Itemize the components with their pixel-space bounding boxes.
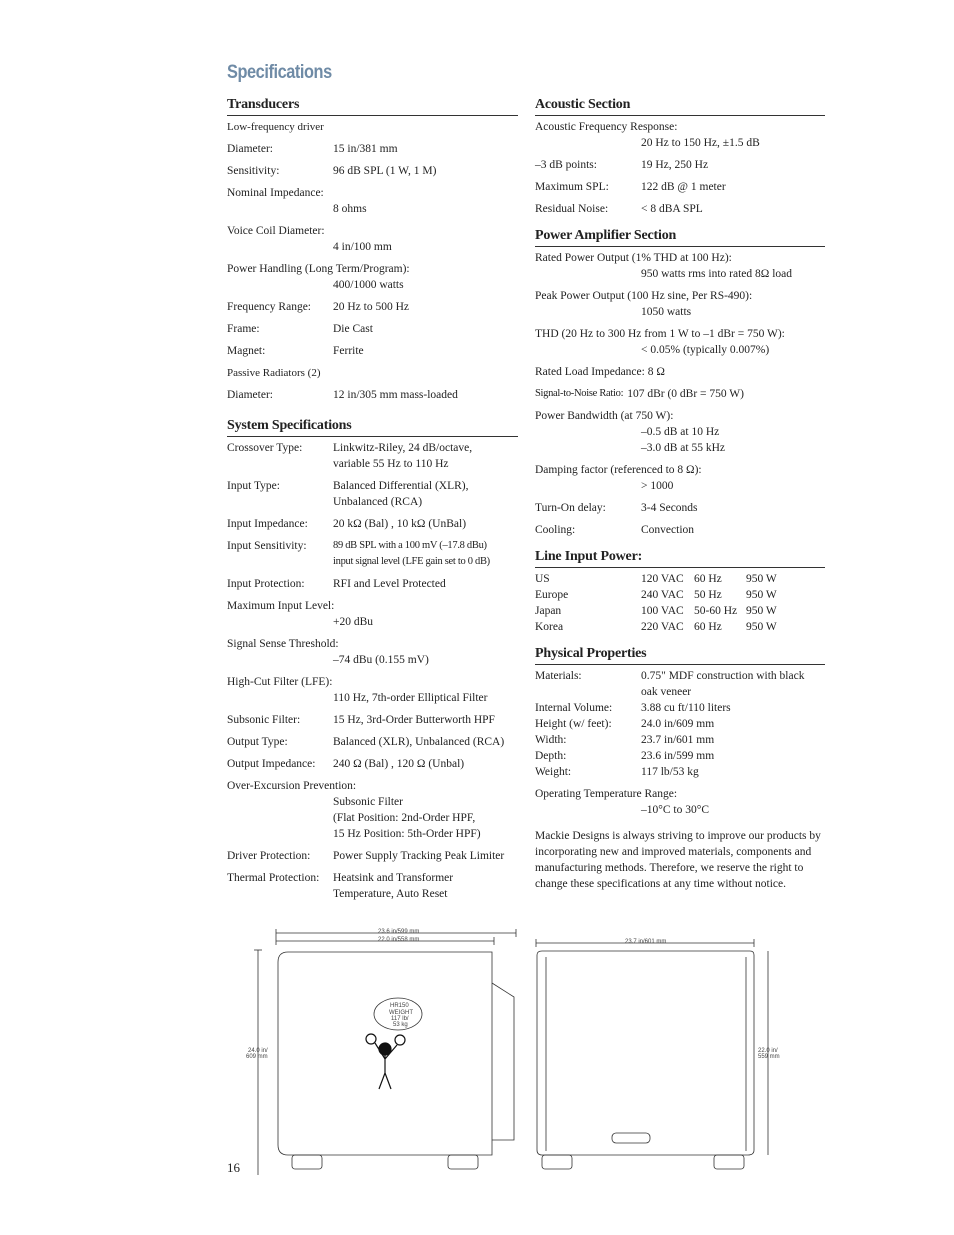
spec-row: Input Impedance: 20 kΩ (Bal) , 10 kΩ (UnBal): [227, 518, 467, 530]
spec-row: Damping factor (referenced to 8 Ω): > 1000: [535, 464, 702, 492]
table-row: Europe 240 VAC 50 Hz 950 W: [535, 589, 777, 601]
line-input-table: [535, 571, 777, 635]
table-row: Korea 220 VAC 60 Hz 950 W: [535, 621, 777, 633]
spec-row: Acoustic Frequency Response: 20 Hz to 150 Hz, ±1.5 dB: [535, 121, 760, 149]
spec-row: Sensitivity: 96 dB SPL (1 W, 1 M): [227, 165, 437, 177]
table-row: Japan 100 VAC 50-60 Hz 950 W: [535, 605, 777, 617]
spec-row: Subsonic Filter: 15 Hz, 3rd-Order Butterworth HPF: [227, 714, 495, 726]
table-row: US 120 VAC 60 Hz 950 W: [535, 573, 777, 585]
spec-row: Operating Temperature Range: –10°C to 30°C: [535, 788, 709, 816]
amplifier-section: [535, 227, 825, 538]
spec-row: Diameter: 12 in/305 mm mass-loaded: [227, 389, 458, 401]
spec-row: Cooling: Convection: [535, 524, 695, 536]
spec-row: –3 dB points: 19 Hz, 250 Hz: [535, 159, 709, 171]
acoustic-section: [535, 96, 825, 217]
badge-weight-kg: 53 kg: [393, 1022, 408, 1028]
mascot-figure: [366, 1034, 405, 1089]
spec-row: Peak Power Output (100 Hz sine, Per RS-490): 1050 watts: [535, 290, 753, 318]
system-title: System Specifications: [227, 417, 518, 437]
physical-section: Physical Properties Materials: 0.75" MDF construction with black oak veneer Internal Volume: 3.88 cu ft/110 liters Height (w/ feet): 24.0 in/609 mm Width: 23.7 in/601 mm Depth: 23.6 in/599 mm Weight: 117 lb/53 kg Operating Temperature Range: –10°C to 30°C Mackie Designs is always striving to improve our products by incorporating new and improved materials, components and manufacturing methods. Therefore, we reserve the right to change these specifications at any time without notice.: [535, 645, 825, 892]
system-section: [227, 417, 518, 902]
badge-weight-label: WEIGHT: [389, 1010, 413, 1016]
transducers-section: [227, 96, 518, 403]
spec-row: Driver Protection: Power Supply Tracking Peak Limiter: [227, 850, 505, 862]
spec-row: Rated Load Impedance: 8 Ω: [535, 366, 665, 378]
spec-row: Signal Sense Threshold: –74 dBu (0.155 mV): [227, 638, 429, 666]
lf-driver-label: Low-frequency driver: [227, 121, 324, 133]
spec-row: Frequency Range: 20 Hz to 500 Hz: [227, 301, 410, 313]
spec-row: Power Handling (Long Term/Program): 400/1000 watts: [227, 263, 410, 291]
disclaimer-note: Mackie Designs is always striving to improve our products by incorporating new and improved materials, components and manufacturing methods. Therefore, we reserve the right to change these specifications at any time without notice.: [535, 830, 821, 890]
spec-row: Maximum SPL: 122 dB @ 1 meter: [535, 181, 726, 193]
passive-radiators-label: Passive Radiators (2): [227, 367, 321, 379]
spec-row: Materials: 0.75" MDF construction with black oak veneer: [535, 670, 805, 698]
spec-row: Crossover Type: Linkwitz-Riley, 24 dB/octave, variable 55 Hz to 110 Hz: [227, 442, 473, 470]
side-dim2: 22.0 in/558 mm: [378, 937, 420, 943]
spec-row: Input Type: Balanced Differential (XLR), Unbalanced (RCA): [227, 480, 469, 508]
spec-row: Rated Power Output (1% THD at 100 Hz): 950 watts rms into rated 8Ω load: [535, 252, 792, 280]
physical-title: Physical Properties: [535, 645, 825, 665]
spec-row: Signal-to-Noise Ratio: 107 dBr (0 dBr = 750 W): [535, 388, 744, 400]
side-height: 24.0 in/: [248, 1048, 268, 1054]
line-input-section: [535, 548, 825, 635]
spec-row: Voice Coil Diameter: 4 in/100 mm: [227, 225, 392, 253]
right-column: [535, 96, 825, 902]
spec-row: Maximum Input Level: +20 dBu: [227, 600, 374, 628]
spec-row: Magnet: Ferrite: [227, 345, 364, 357]
badge-weight-lb: 117 lb/: [391, 1016, 409, 1022]
spec-row: Thermal Protection: Heatsink and Transformer Temperature, Auto Reset: [227, 872, 454, 900]
front-dim: 23.7 in/601 mm: [625, 939, 667, 945]
spec-row: Output Impedance: 240 Ω (Bal) , 120 Ω (Unbal): [227, 758, 465, 770]
left-column: [227, 96, 518, 912]
front-height2: 559 mm: [758, 1054, 780, 1060]
spec-row: Nominal Impedance: 8 ohms: [227, 187, 367, 215]
page-number: 16: [227, 1160, 240, 1175]
spec-row: Turn-On delay: 3-4 Seconds: [535, 502, 698, 514]
spec-row: High-Cut Filter (LFE): 110 Hz, 7th-order Elliptical Filter: [227, 676, 488, 704]
spec-row: Input Sensitivity: 89 dB SPL with a 100 mV (–17.8 dBu) input signal level (LFE gain set to 0 dB): [227, 540, 490, 567]
spec-row: Power Bandwidth (at 750 W): –0.5 dB at 10 Hz –3.0 dB at 55 kHz: [535, 410, 726, 454]
spec-row: Input Protection: RFI and Level Protected: [227, 578, 446, 590]
amplifier-title: Power Amplifier Section: [535, 227, 825, 247]
spec-row: Frame: Die Cast: [227, 323, 373, 335]
spec-row: Diameter: 15 in/381 mm: [227, 143, 398, 155]
front-height: 22.0 in/: [758, 1048, 778, 1054]
side-height2: 609 mm: [246, 1054, 268, 1060]
dimension-drawings: [240, 925, 800, 1185]
transducers-title: Transducers: [227, 96, 518, 116]
spec-row: Output Type: Balanced (XLR), Unbalanced (RCA): [227, 736, 505, 748]
front-view-drawing: [536, 939, 768, 1169]
page-title: Specifications: [227, 62, 332, 83]
side-dim1: 23.6 in/599 mm: [378, 929, 420, 935]
spec-row: Over-Excursion Prevention: Subsonic Filter (Flat Position: 2nd-Order HPF, 15 Hz Position: 5th-Order HPF): [227, 780, 481, 840]
spec-row: THD (20 Hz to 300 Hz from 1 W to –1 dBr = 750 W): < 0.05% (typically 0.007%): [535, 328, 785, 356]
spec-row: Residual Noise: < 8 dBA SPL: [535, 203, 703, 215]
line-input-title: Line Input Power:: [535, 548, 825, 568]
acoustic-title: Acoustic Section: [535, 96, 825, 116]
badge-model: HR150: [390, 1003, 409, 1009]
